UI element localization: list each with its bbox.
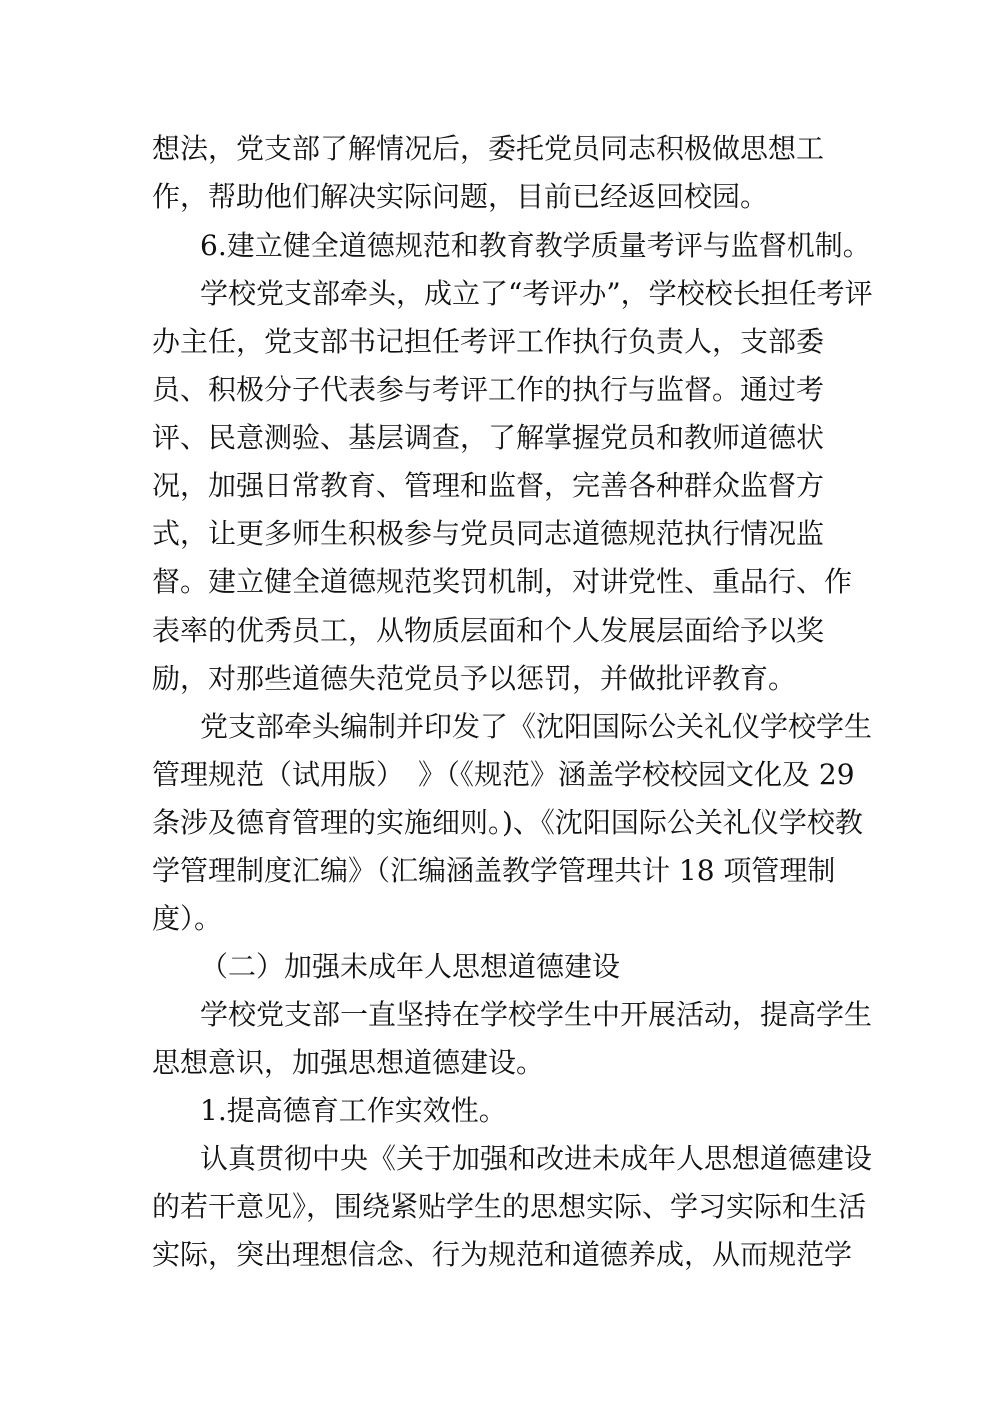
section-heading: 6.建立健全道德规范和教育教学质量考评与监督机制。: [200, 229, 871, 262]
section-heading: 1.提高德育工作实效性。: [200, 1094, 507, 1127]
text-line: 实际，突出理想信念、行为规范和道德养成，从而规范学: [152, 1238, 853, 1271]
text-line: 员、积极分子代表参与考评工作的执行与监督。通过考: [152, 373, 825, 406]
text-line: 评、民意测验、基层调查，了解掌握党员和教师道德状: [152, 421, 825, 454]
text-line: 励，对那些道德失范党员予以惩罚，并做批评教育。: [152, 662, 797, 695]
text-line: 表率的优秀员工，从物质层面和个人发展层面给予以奖: [152, 614, 825, 647]
text-line: 况，加强日常教育、管理和监督，完善各种群众监督方: [152, 469, 825, 502]
text-line: 认真贯彻中央《关于加强和改进未成年人思想道德建设: [200, 1142, 873, 1175]
text-line: 作，帮助他们解决实际问题，目前已经返回校园。: [152, 180, 769, 213]
text-line: 学校党支部牵头，成立了“考评办”，学校校长担任考评: [200, 277, 873, 310]
text-line: 办主任，党支部书记担任考评工作执行负责人，支部委: [152, 325, 825, 358]
text-line: 式，让更多师生积极参与党员同志道德规范执行情况监: [152, 517, 825, 550]
text-line: 的若干意见》，围绕紧贴学生的思想实际、学习实际和生活: [152, 1190, 867, 1223]
section-heading: （二）加强未成年人思想道德建设: [200, 950, 621, 983]
text-line: 条涉及德育管理的实施细则。)、《沈阳国际公关礼仪学校教: [152, 806, 863, 839]
text-line: 学校党支部一直坚持在学校学生中开展活动，提高学生: [200, 998, 873, 1031]
text-line: 想法，党支部了解情况后，委托党员同志积极做思想工: [152, 132, 825, 165]
text-line: 思想意识，加强思想道德建设。: [152, 1046, 545, 1079]
text-line: 学管理制度汇编》（汇编涵盖教学管理共计 18 项管理制: [152, 854, 836, 887]
text-line: 党支部牵头编制并印发了《沈阳国际公关礼仪学校学生: [200, 710, 873, 743]
text-line: 度）。: [152, 902, 223, 935]
text-line: 督。建立健全道德规范奖罚机制，对讲党性、重品行、作: [152, 565, 853, 598]
text-line: 管理规范（试用版） 》（《规范》涵盖学校校园文化及 29: [152, 758, 855, 791]
